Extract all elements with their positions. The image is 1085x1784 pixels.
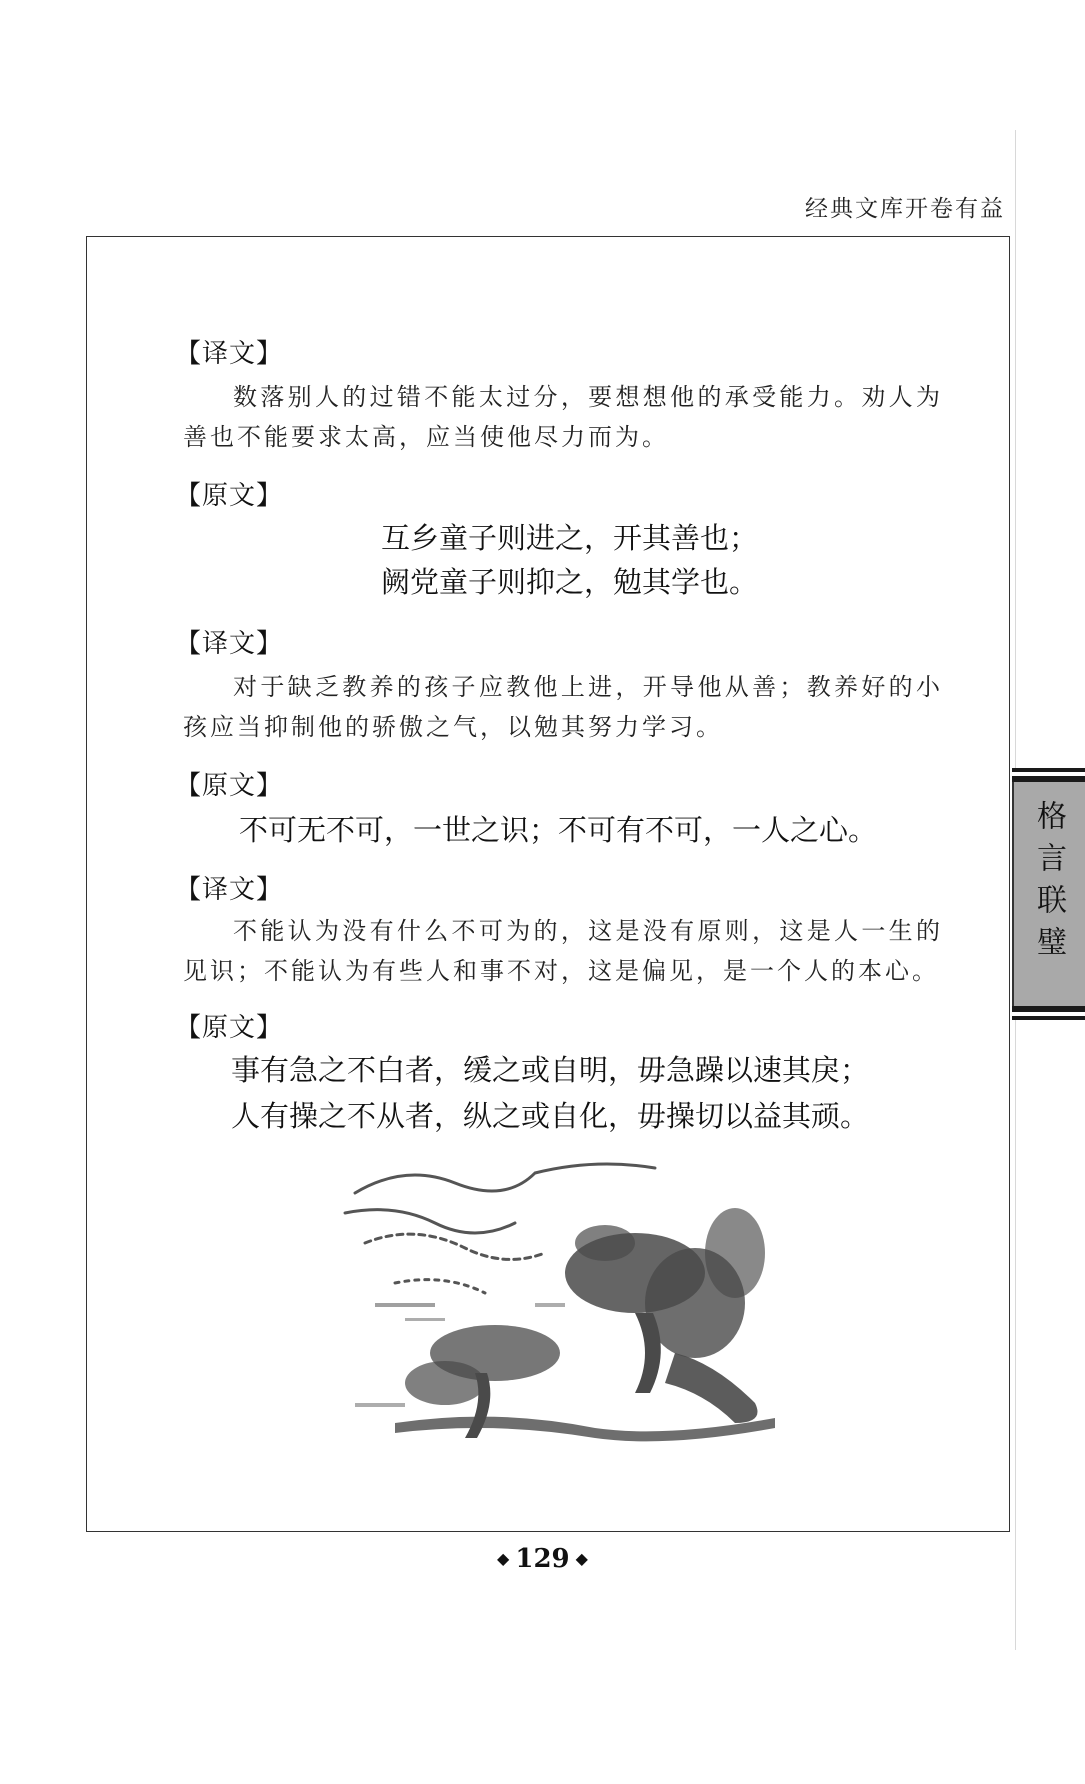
chapter-side-tab bbox=[1012, 768, 1085, 1020]
landscape-illustration bbox=[335, 1153, 795, 1453]
original-line: 人有操之不从者，纵之或自化，毋操切以益其顽。 bbox=[231, 1099, 870, 1133]
section-label-original: 【原文】 bbox=[175, 1013, 284, 1043]
diamond-icon: ◆ bbox=[575, 1549, 588, 1568]
translation-paragraph: 数落别人的过错不能太过分，要想想他的承受能力。劝人为善也不能要求太高，应当使他尽力而为。 bbox=[183, 383, 943, 451]
section-label-translation: 【译文】 bbox=[175, 875, 284, 905]
translation-paragraph: 不能认为没有什么不可为的，这是没有原则，这是人一生的见识；不能认为有些人和事不对，这是偏见，是一个人的本心。 bbox=[183, 917, 943, 985]
tab-rule-top bbox=[1012, 768, 1085, 782]
section-label-original: 【原文】 bbox=[175, 481, 284, 511]
original-line: 阙党童子则抑之，勉其学也。 bbox=[381, 565, 759, 599]
original-line: 不可无不可，一世之识；不可有不可，一人之心。 bbox=[239, 813, 878, 847]
running-title: 经典文库开卷有益 bbox=[805, 196, 1005, 222]
page-number: ◆ 129 ◆ bbox=[0, 1544, 1085, 1574]
section-label-translation: 【译文】 bbox=[175, 339, 284, 369]
content-frame bbox=[86, 236, 1010, 1532]
diamond-icon: ◆ bbox=[497, 1549, 510, 1568]
chapter-tab-label: 格言联璧 bbox=[1031, 800, 1066, 968]
section-label-translation: 【译文】 bbox=[175, 629, 284, 659]
section-label-original: 【原文】 bbox=[175, 771, 284, 801]
tab-rule-bottom bbox=[1012, 1006, 1085, 1020]
original-line: 互乡童子则进之，开其善也； bbox=[381, 521, 759, 555]
translation-paragraph: 对于缺乏教养的孩子应教他上进，开导他从善；教养好的小孩应当抑制他的骄傲之气，以勉其努力学习。 bbox=[183, 673, 943, 741]
original-line: 事有急之不白者，缓之或自明，毋急躁以速其戾； bbox=[231, 1053, 870, 1087]
